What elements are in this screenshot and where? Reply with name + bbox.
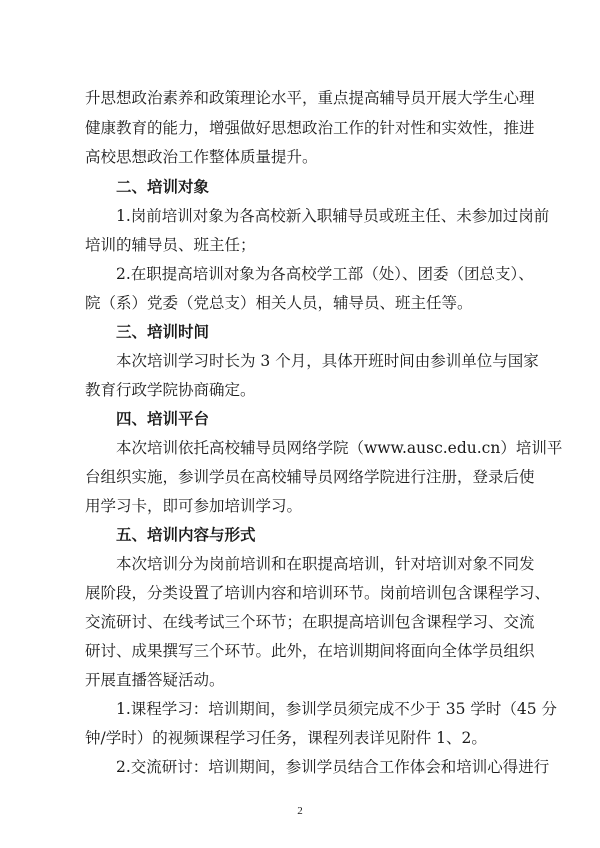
section-heading-training-platform: 四、培训平台 — [116, 410, 210, 428]
section-heading-content-and-format: 五、培训内容与形式 — [116, 526, 256, 544]
content-line-5: 开展直播答疑活动。 — [85, 671, 225, 689]
time-line-2: 教育行政学院协商确定。 — [85, 381, 256, 399]
targets-item2-line-1: 2.在职提高培训对象为各高校学工部（处）、团委（团总支）、 — [116, 265, 534, 283]
platform-line-1: 本次培训依托高校辅导员网络学院（www.ausc.edu.cn）培训平 — [116, 439, 563, 457]
targets-item1-line-1: 1.岗前培训对象为各高校新入职辅导员或班主任、未参加过岗前 — [116, 207, 550, 225]
intro-line-3: 高校思想政治工作整体质量提升。 — [85, 148, 318, 166]
content-line-3: 交流研讨、在线考试三个环节；在职提高培训包含课程学习、交流 — [85, 613, 535, 631]
discussion-line-1: 2.交流研讨：培训期间，参训学员结合工作体会和培训心得进行 — [116, 758, 550, 776]
content-line-4: 研讨、成果撰写三个环节。此外，在培训期间将面向全体学员组织 — [85, 642, 535, 660]
targets-item1-line-2: 培训的辅导员、班主任； — [85, 236, 256, 254]
course-study-line-1: 1.课程学习：培训期间，参训学员须完成不少于 35 学时（45 分 — [116, 700, 558, 718]
section-heading-training-time: 三、培训时间 — [116, 323, 210, 341]
intro-line-1: 升思想政治素养和政策理论水平，重点提高辅导员开展大学生心理 — [85, 89, 535, 107]
time-line-1: 本次培训学习时长为 3 个月，具体开班时间由参训单位与国家 — [116, 352, 539, 370]
course-study-line-2: 钟/学时）的视频课程学习任务，课程列表详见附件 1、2。 — [85, 729, 487, 747]
content-line-2: 展阶段，分类设置了培训内容和培训环节。岗前培训包含课程学习、 — [85, 584, 551, 602]
platform-line-3: 用学习卡，即可参加培训学习。 — [85, 497, 303, 515]
platform-line-2: 台组织实施，参训学员在高校辅导员网络学院进行注册，登录后使 — [85, 468, 535, 486]
intro-line-2: 健康教育的能力，增强做好思想政治工作的针对性和实效性，推进 — [85, 119, 535, 137]
page-number: 2 — [297, 805, 303, 817]
targets-item2-line-2: 院（系）党委（党总支）相关人员，辅导员、班主任等。 — [85, 294, 473, 312]
section-heading-training-targets: 二、培训对象 — [116, 178, 210, 196]
content-line-1: 本次培训分为岗前培训和在职提高培训，针对培训对象不同发 — [116, 555, 535, 573]
